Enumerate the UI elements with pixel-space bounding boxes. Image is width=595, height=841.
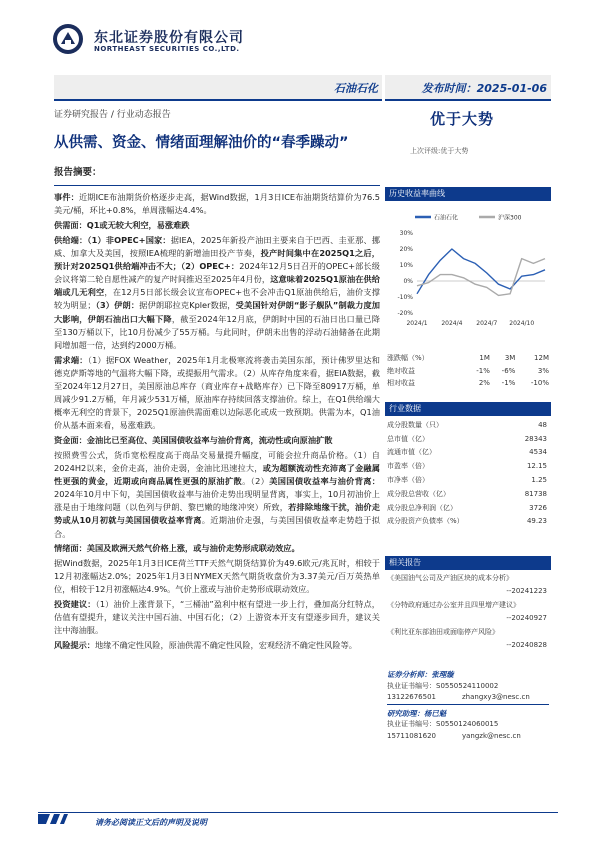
event-paragraph [54, 191, 380, 217]
legend-label: 石油石化 [434, 214, 459, 222]
performance-header: 涨跌幅（%） [387, 354, 429, 363]
company-logo-icon [52, 23, 84, 55]
sentiment-heading: 情绪面：美国及欧洲天然气价格上涨，或与油价走势形成联动效应。 [54, 543, 300, 554]
performance-cell: 绝对收益 [387, 366, 415, 375]
y-tick-label: 10% [399, 262, 413, 269]
supply-text-3: ，在12月5日部长级会议宣布OPEC+也不会冲击Q1原油供给后，油价支撑较为明显； [54, 287, 380, 311]
analyst-contact [387, 692, 549, 704]
performance-cell: -1% [476, 366, 490, 375]
supply-bold-3: 这意味着2025Q1原油在供给端或几无利空 [54, 274, 380, 298]
industry-data-value: 48 [538, 420, 547, 429]
previous-rating: 上次评级:优于大势 [410, 147, 469, 155]
related-report-link[interactable]: 《利比亚东部油田或面临停产风险》 [387, 628, 499, 636]
capital-bold-2: 美国国债收益率与油价背离： [269, 475, 380, 486]
supply-paragraph [54, 234, 380, 352]
table-row [387, 501, 547, 515]
series-line [417, 249, 545, 294]
supply-bold-5: 受美国针对伊朗“影子舰队”制裁力度加大影响，伊朗石油出口大幅下降 [54, 300, 380, 324]
assistant-license: 执业证书编号：S0550124060015 [387, 720, 499, 728]
capital-bold-3: 若排除地缘干扰，油价走势或从10月初就与美国国债收益率背离 [54, 502, 380, 526]
company-name-cn: 东北证券股份有限公司 [94, 30, 244, 46]
performance-cell: 相对收益 [387, 379, 415, 388]
table-row [387, 487, 547, 501]
summary-heading: 报告摘要： [54, 167, 102, 178]
supply-bold-2: 投产时间集中在2025Q1之后，预计对2025Q1供给端冲击不大；（2）OPEC+： [54, 247, 380, 271]
capital-text-3: 2024年10月中下旬，美国国债收益率与油价走势出现明显背离，事实上，10月初油价上涨是由于地缘问题（以色列与伊朗、黎巴嫩的地缘冲突）所致， [54, 489, 380, 513]
industry-data-label: 市盈率（倍） [387, 462, 429, 471]
x-tick-label: 2024/10 [509, 320, 535, 327]
event-text: 近期ICE布油期货价格逐步走高，据Wind数据，1月3日ICE布油期货结算价为76.5美元/桶，环比+0.8%，单周涨幅达4.4%。 [54, 192, 380, 216]
supply-text-2: 2024年12月5日召开的OPEC+部长级会议将第二轮自愿性减产的复产时间推迟至2025年4月份， [54, 260, 380, 285]
demand-paragraph [54, 354, 380, 433]
industry-data-table [387, 418, 547, 528]
assistant-role: 研究助理：杨已魁 [387, 708, 447, 718]
return-chart [385, 205, 551, 345]
risk-label: 风险提示： [54, 639, 95, 650]
related-reports-heading: 相关报告 [385, 556, 551, 570]
advice-label: 投资建议： [54, 598, 96, 609]
performance-header: 3M [504, 354, 516, 363]
x-tick-label: 2024/1 [406, 320, 428, 327]
related-report-link[interactable]: 《分特政府通过办公室并且四里增产建议》 [387, 601, 520, 609]
chart-section-heading: 历史收益率曲线 [385, 187, 551, 201]
capital-text-2: 。（2） [242, 475, 270, 486]
footer-rule [38, 812, 558, 813]
summary-divider [54, 185, 380, 186]
industry-data-value: 49.23 [526, 517, 547, 526]
supply-demand-heading: 供需面：Q1或无较大利空，易涨难跌 [54, 219, 190, 230]
performance-cell: -6% [501, 366, 516, 375]
industry-data-label: 成分股数量（只） [387, 420, 443, 429]
advice-text: （1）油价上涨背景下，“三桶油”盈利中枢有望进一步上行，叠加高分红特点，估值有望提升，建议关注中国石油、中国石化；（2）上游资本开支有望逐步回升，建议关注中海油服。 [54, 598, 380, 636]
assistant-email[interactable]: yangzk@nesc.cn [462, 731, 521, 740]
analyst-license: 执业证书编号：S0550524110002 [387, 681, 499, 690]
y-tick-label: 20% [399, 246, 413, 253]
publish-date: 发布时间：2025-01-06 [421, 82, 547, 95]
legend-label: 沪深300 [498, 214, 522, 222]
industry-data-label: 总市值（亿） [387, 434, 429, 443]
risk-paragraph [54, 639, 380, 652]
performance-table [387, 352, 549, 390]
industry-data-value: 4534 [529, 448, 547, 457]
capital-text-4: 。近期油价走强，与美国国债收益率走势趋于拟合。 [54, 515, 380, 539]
industry-data-label: 市净率（倍） [387, 476, 429, 485]
performance-header-row [387, 352, 549, 365]
industry-data-label: 成分股资产负债率（%） [387, 517, 464, 526]
table-row [387, 459, 547, 473]
assistant-phone: 15711081620 [387, 731, 436, 740]
table-row [387, 515, 547, 529]
capital-paragraph [54, 449, 380, 541]
industry-data-value: 81738 [524, 489, 547, 498]
report-title: 从供需、资金、情绪面理解油价的“春季躁动” [54, 135, 349, 151]
header-rule-right [385, 99, 551, 101]
performance-header: 1M [479, 354, 490, 363]
supply-text-1: 据IEA，2025年新投产油田主要来自于巴西、圭亚那、挪威、加拿大及美国，按照IEA梳理的新增油田投产节奏， [54, 234, 380, 258]
industry-data-value: 3726 [529, 503, 547, 512]
y-tick-label: 0% [403, 278, 413, 285]
industry-data-label: 流通市值（亿） [387, 448, 436, 457]
header-rule-left [54, 99, 382, 101]
performance-cell: -10% [530, 379, 549, 388]
related-reports-list [387, 572, 547, 653]
table-row [387, 432, 547, 446]
series-line [417, 259, 545, 296]
footer-disclaimer: 请务必阅读正文后的声明及说明 [95, 818, 207, 827]
risk-text: 地缘不确定性风险，原油供需不确定性风险，宏观经济不确定性风险等。 [94, 639, 357, 650]
supply-text-5: ，截至2024年12月底，伊朗时中国的石油日出口量已降至130万桶以下，比10月份减少了55万桶。与此同时，伊朗未出售的浮动石油储备在此期间增加超一倍，达到约2000万桶。 [54, 313, 380, 350]
capital-heading: 资金面：金油比已至高位、美国国债收益率与油价背离，流动性或向原油扩散 [54, 434, 333, 445]
industry-data-value: 1.25 [531, 476, 547, 485]
related-report-date: --20240927 [506, 614, 547, 622]
summary-body [54, 166, 380, 653]
company-name-en: NORTHEAST SECURITIES CO.,LTD. [94, 45, 240, 53]
performance-cell: 2% [478, 379, 490, 388]
related-report-link[interactable]: 《美国油气公司及产油区块的成本分析》 [387, 574, 513, 582]
industry-data-label: 成分股总净利润（亿） [387, 503, 457, 512]
supply-bold-4: （3）伊朗： [95, 300, 140, 311]
performance-header: 12M [534, 354, 549, 363]
supply-text-4: 据伊朗耶拉克Kpler数据， [139, 300, 236, 311]
table-row [387, 377, 549, 390]
industry-data-label: 成分股总营收（亿） [387, 489, 450, 498]
rating: 优于大势 [430, 110, 495, 128]
industry-label: 石油石化 [334, 82, 378, 95]
y-tick-label: -20% [397, 310, 413, 317]
sentiment-paragraph: 据Wind数据，2025年1月3日ICE荷兰TTF天然气期货结算价为49.6欧元/兆瓦时，相较于12月初涨幅达2.0%；2025年1月3日NYMEX天然气期货收盘价为3.37美元/百万英热单位，相较于12月初涨幅达4.9%。气价上涨或与油价走势形成联动效应。 [54, 557, 380, 595]
capital-text-1: 按照费雪公式，货币宽松程度高于商品交易量提升幅度，可能会拉升商品价格。（1）自2024H2以来，金价走高，油价走弱，金油比迅速拉大， [54, 449, 380, 473]
industry-data-heading: 行业数据 [385, 402, 551, 416]
footer-stripe-icon [38, 814, 88, 824]
table-row [387, 418, 547, 432]
industry-data-value: 28343 [524, 434, 547, 443]
table-row [387, 446, 547, 460]
demand-text: （1）据FOX Weather，2025年1月北极寒流将袭击美国东部，预计佛罗里达和德克萨斯等地的气温将大幅下降，或提振用气需求。（2）从库存角度来看，据EIA数据，截至2024年12月27日，美国原油总库存（商业库存+战略库存）已下降至80917万桶，单周减少91.2万桶，年月减少531万桶，原油库存持续回落支撑油价。综上，在Q1供给端大概率无利空的背景下，2025Q1原油供需面难以边际恶化或成一致预期。供需为本，Q1油价从基本面来看，易涨难跌。 [54, 354, 380, 431]
analyst-email[interactable]: zhangxy3@nesc.cn [462, 693, 530, 701]
x-tick-label: 2024/4 [441, 320, 463, 327]
y-tick-label: -10% [397, 294, 413, 301]
event-label: 事件： [54, 192, 79, 203]
performance-cell: -1% [501, 379, 516, 388]
advice-paragraph [54, 598, 380, 637]
supply-bold-1: （1）非OPEC+国家： [87, 234, 171, 245]
analyst-info [387, 669, 549, 742]
analyst-role: 证券分析师：张理璇 [387, 670, 454, 679]
x-tick-label: 2024/7 [476, 320, 498, 327]
supply-label: 供给端： [54, 234, 88, 245]
breadcrumb: 证券研究报告 / 行业动态报告 [54, 110, 171, 120]
assistant-contact [387, 731, 549, 743]
industry-data-value: 12.15 [526, 462, 547, 471]
y-tick-label: 30% [399, 230, 413, 237]
performance-cell: 3% [537, 366, 549, 375]
table-row [387, 365, 549, 378]
related-report-date: --20241223 [506, 587, 547, 595]
analyst-divider [387, 704, 549, 705]
analyst-phone: 13122676501 [387, 693, 436, 701]
demand-label: 需求端： [54, 354, 88, 365]
table-row [387, 473, 547, 487]
capital-bold-1: 或为超额流动性充沛离了金融属性更强的黄金，近期或向商品属性更强的原油扩散 [54, 462, 380, 486]
related-report-date: --20240828 [506, 641, 547, 649]
